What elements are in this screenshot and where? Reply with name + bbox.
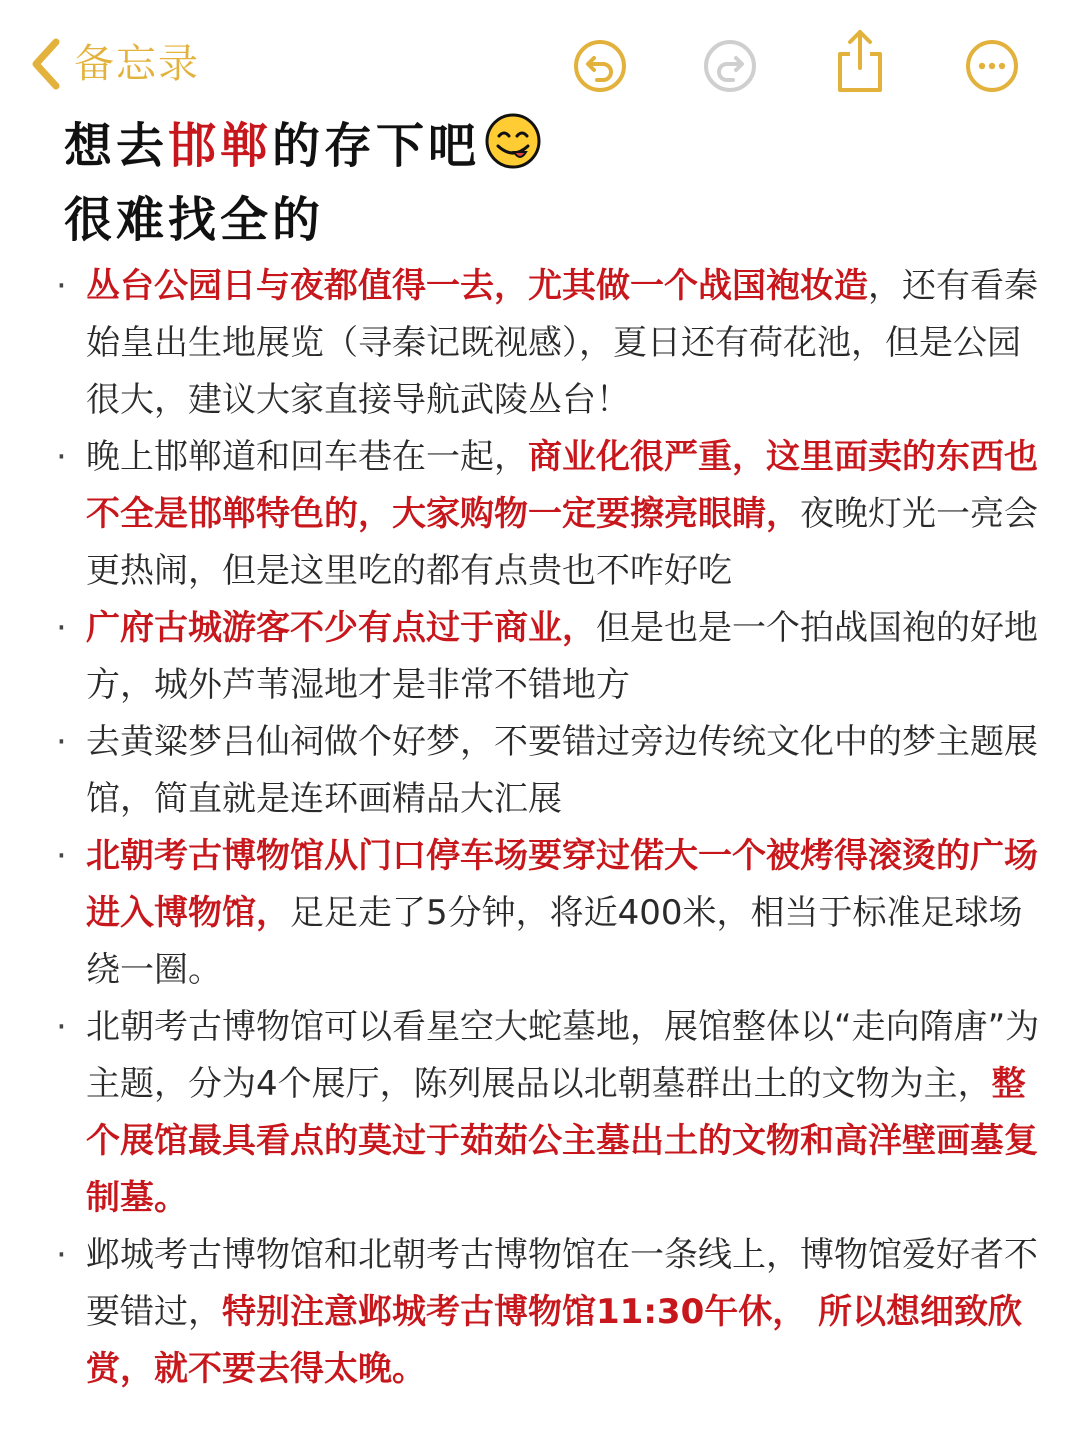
bullet: · bbox=[56, 1007, 67, 1047]
more-icon bbox=[964, 38, 1020, 94]
body-text: 邺城考古博物馆和北朝考古博物馆在一条线上，博物馆爱好者不要错过， bbox=[86, 1235, 1038, 1332]
list-item bbox=[56, 429, 1046, 600]
bullet: · bbox=[56, 836, 67, 876]
bullet: · bbox=[56, 722, 67, 762]
toolbar bbox=[0, 0, 1080, 120]
highlight-text: 商业化很严重，这里面卖的东西也不全是邯郸特色的，大家购物一定要擦亮眼睛， bbox=[86, 437, 1038, 534]
body-text: 夜晚灯光一亮会更热闹，但是这里吃的都有点贵也不咋好吃 bbox=[86, 494, 1038, 591]
list-item bbox=[56, 258, 1046, 429]
title-prefix: 想去 bbox=[64, 118, 169, 174]
bullet: · bbox=[56, 1235, 67, 1275]
yum-face-emoji-icon bbox=[484, 112, 542, 187]
note-body bbox=[56, 258, 1046, 1398]
body-text: 足足走了5分钟，将近400米，相当于标准足球场绕一圈。 bbox=[86, 893, 1023, 990]
body-text: ，还有看秦始皇出生地展览（寻秦记既视感），夏日还有荷花池，但是公园很大，建议大家直接导航武陵丛台！ bbox=[86, 266, 1038, 420]
chevron-left-icon bbox=[28, 36, 62, 92]
body-text: 晚上邯郸道和回车巷在一起， bbox=[86, 437, 528, 477]
list-item bbox=[56, 828, 1046, 999]
highlight-text: 特别注意邺城考古博物馆11:30午休， 所以想细致欣赏，就不要去得太晚。 bbox=[86, 1292, 1023, 1389]
body-text: 北朝考古博物馆可以看星空大蛇墓地，展馆整体以“走向隋唐”为主题，分为4个展厅，陈列展品以北朝墓群出土的文物为主， bbox=[86, 1007, 1040, 1104]
bullet: · bbox=[56, 266, 67, 306]
highlight-text: 北朝考古博物馆从门口停车场要穿过偌大一个被烤得滚烫的广场进入博物馆， bbox=[86, 836, 1038, 933]
body-text: 但是也是一个拍战国袍的好地方，城外芦苇湿地才是非常不错地方 bbox=[86, 608, 1038, 705]
highlight-text: 广府古城游客不少有点过于商业， bbox=[86, 608, 596, 648]
redo-button[interactable] bbox=[702, 38, 758, 94]
list-item bbox=[56, 999, 1046, 1227]
undo-icon bbox=[572, 38, 628, 94]
highlight-text: 整个展馆最具看点的莫过于茹茹公主墓出土的文物和高洋壁画墓复制墓。 bbox=[86, 1064, 1038, 1218]
list-item bbox=[56, 714, 1046, 828]
note-title bbox=[64, 112, 1064, 253]
share-button[interactable] bbox=[832, 28, 888, 94]
title-highlight: 邯郸 bbox=[168, 118, 273, 174]
back-label: 备忘录 bbox=[74, 41, 200, 87]
more-button[interactable] bbox=[964, 38, 1020, 94]
redo-icon bbox=[702, 38, 758, 94]
title-suffix: 的存下吧 bbox=[272, 118, 481, 174]
title-line-2: 很难找全的 bbox=[64, 192, 325, 248]
highlight-text: 丛台公园日与夜都值得一去，尤其做一个战国袍妆造 bbox=[86, 266, 868, 306]
list-item bbox=[56, 600, 1046, 714]
bullet: · bbox=[56, 608, 67, 648]
bullet: · bbox=[56, 437, 67, 477]
list-item bbox=[56, 1227, 1046, 1398]
share-icon bbox=[832, 28, 888, 94]
undo-button[interactable] bbox=[572, 38, 628, 94]
back-button[interactable] bbox=[28, 34, 200, 94]
body-text: 去黄粱梦吕仙祠做个好梦，不要错过旁边传统文化中的梦主题展馆，简直就是连环画精品大汇展 bbox=[86, 722, 1038, 819]
